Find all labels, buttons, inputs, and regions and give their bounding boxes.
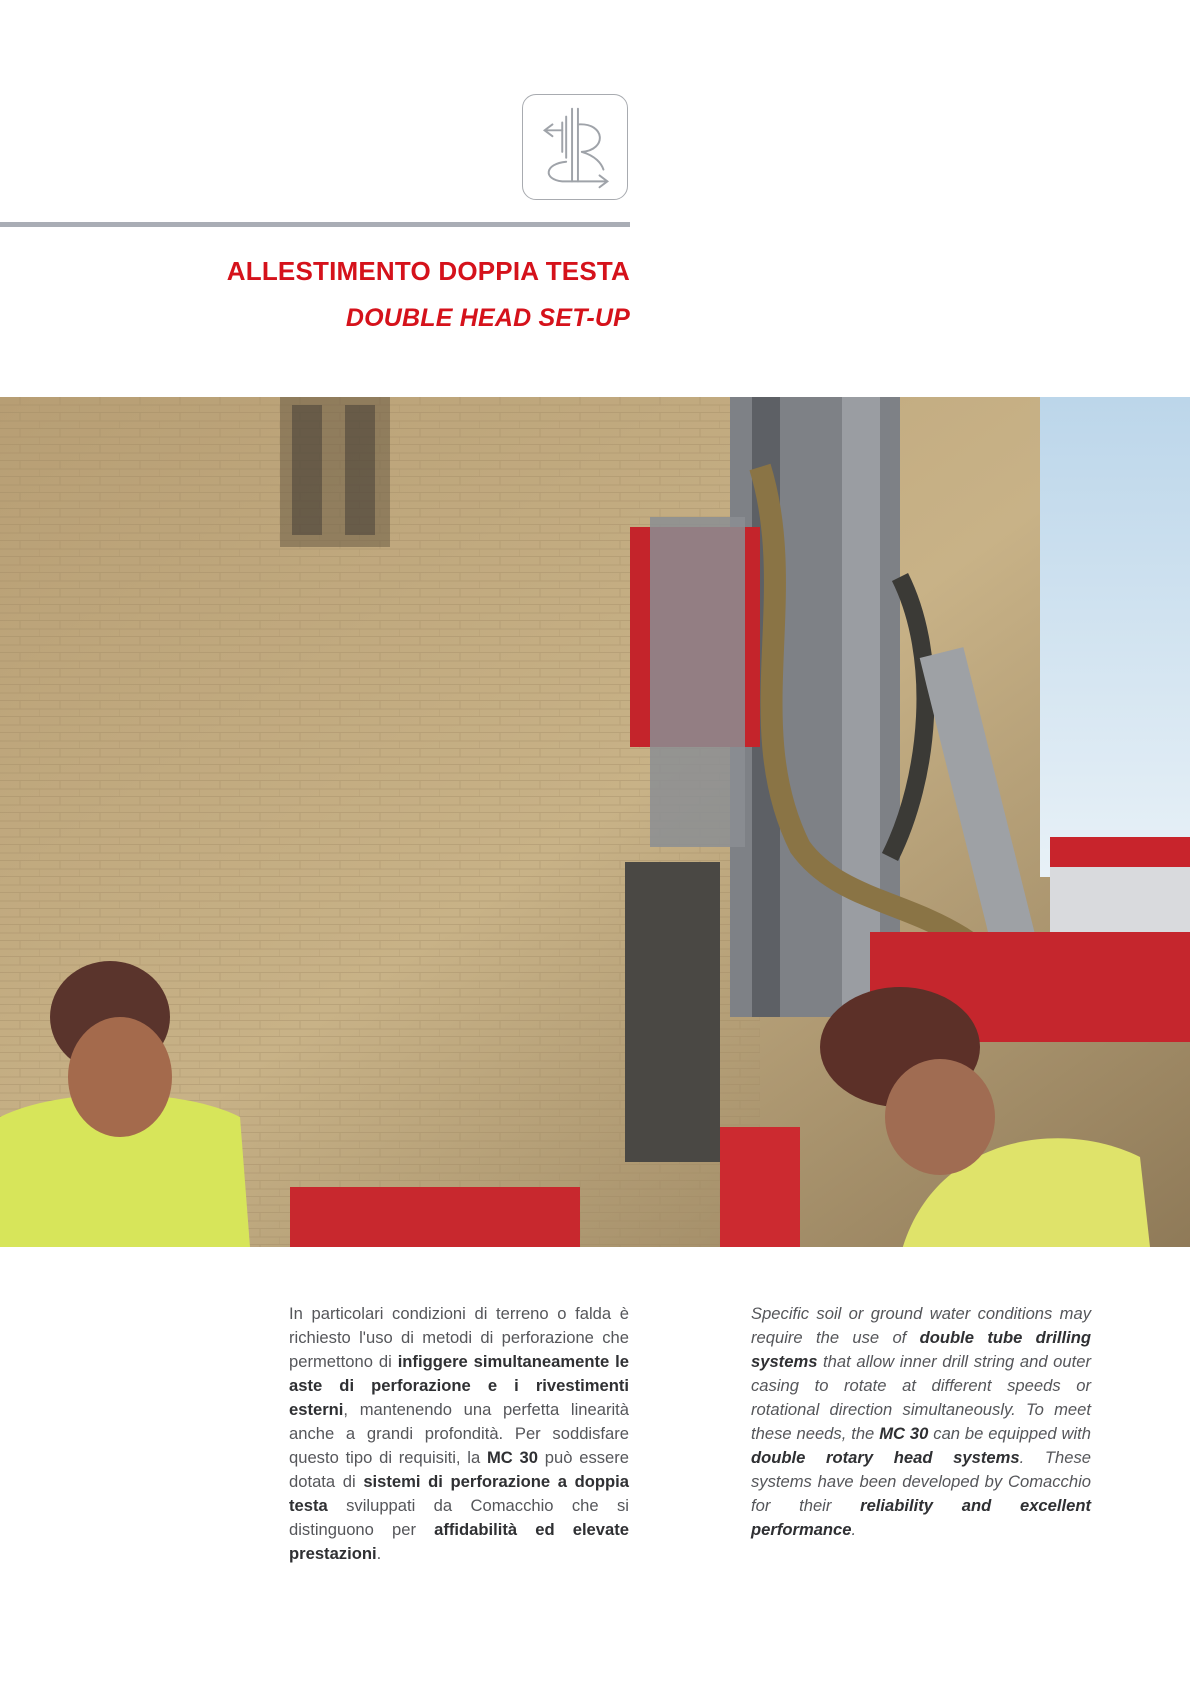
header-divider — [0, 222, 630, 227]
section-title-italian: ALLESTIMENTO DOPPIA TESTA — [226, 256, 630, 286]
drilling-rig-photo — [0, 397, 1190, 1247]
body-text-english: Specific soil or ground water conditions may require the use of double tube drilling systems that allow inner drill string and outer casing to rotate at different speeds or rotational direction simultaneously. To meet these needs, the MC 30 can be equipped with double rotary head systems. These systems have been developed by Comacchio for their reliability and excellent performance. — [751, 1304, 1091, 1539]
double-head-drilling-icon — [523, 95, 627, 199]
section-title-english: DOUBLE HEAD SET-UP — [345, 304, 630, 332]
body-text-italian: In particolari condizioni di terreno o falda è richiesto l'uso di metodi di perforazione che permettono di infiggere simultaneamente le aste di perforazione e i rivestimenti esterni, mantenendo una perfetta linearità anche a grandi profondità. Per soddisfare questo tipo di requisiti, la MC 30 può essere dotata di sistemi di perforazione a doppia testa sviluppati da Comacchio che si distinguono per affidabilità ed elevate prestazioni. — [289, 1304, 630, 1563]
logo-badge — [522, 94, 628, 200]
